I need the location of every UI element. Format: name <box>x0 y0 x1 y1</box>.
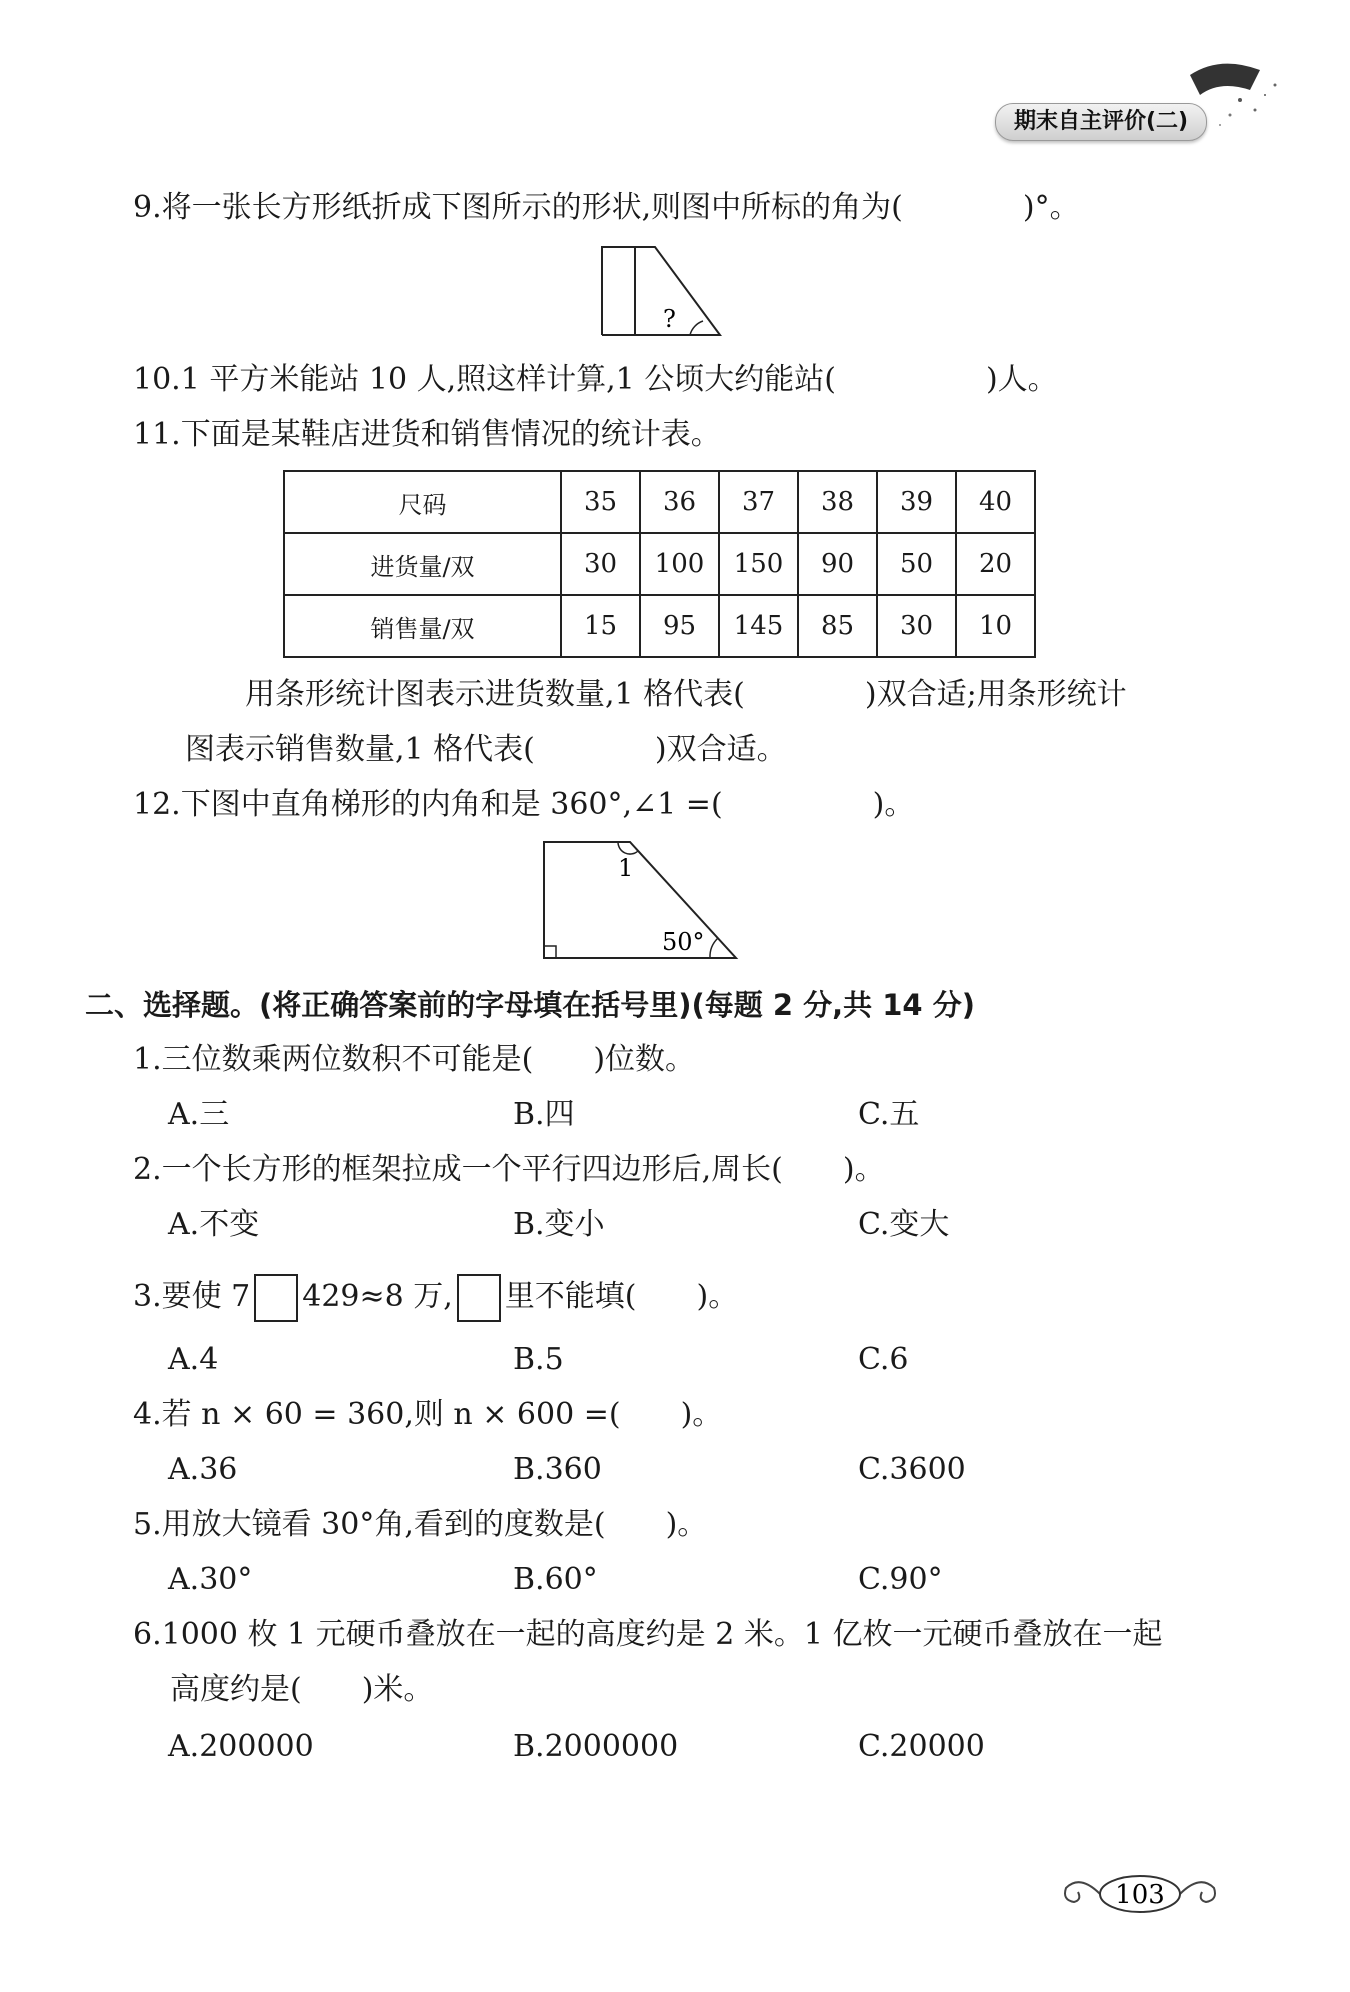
table-row <box>284 595 1035 657</box>
mc5-option-b: B.60° <box>513 1562 598 1597</box>
table-cell: 36 <box>640 471 719 533</box>
table-cell: 30 <box>877 595 956 657</box>
q9-figure <box>600 245 725 337</box>
page-number-ornament <box>1060 1870 1220 1918</box>
mc5-option-c: C.90° <box>858 1562 943 1597</box>
table-cell: 10 <box>956 595 1035 657</box>
header-title: 期末自主评价(二) <box>995 103 1207 141</box>
mc4-option-b: B.360 <box>513 1452 602 1487</box>
mc2-option-b: B.变小 <box>513 1207 605 1242</box>
mc4-option-a: A.36 <box>168 1452 238 1487</box>
mc2-option-c: C.变大 <box>858 1207 950 1242</box>
q11-text-2: 用条形统计图表示进货数量,1 格代表( )双合适;用条形统计 <box>245 677 1127 712</box>
table-cell: 30 <box>561 533 640 595</box>
q11-text: 11.下面是某鞋店进货和销售情况的统计表。 <box>133 417 721 452</box>
mc3-option-a: A.4 <box>168 1342 219 1377</box>
stats-table <box>283 470 1036 658</box>
row-header: 销售量/双 <box>284 595 561 657</box>
table-cell: 20 <box>956 533 1035 595</box>
mc3-question-part-c: 里不能填( )。 <box>504 1279 739 1314</box>
q9-angle-label: ? <box>663 305 676 333</box>
page-number: 103 <box>1115 1880 1165 1910</box>
row-header: 尺码 <box>284 471 561 533</box>
table-cell: 95 <box>640 595 719 657</box>
table-cell: 40 <box>956 471 1035 533</box>
table-cell: 85 <box>798 595 877 657</box>
q9-text: 9.将一张长方形纸折成下图所示的形状,则图中所标的角为( )°。 <box>133 190 1080 225</box>
table-cell: 150 <box>719 533 798 595</box>
mc6-question: 6.1000 枚 1 元硬币叠放在一起的高度约是 2 米。1 亿枚一元硬币叠放在一起 <box>133 1617 1163 1652</box>
mc2-question: 2.一个长方形的框架拉成一个平行四边形后,周长( )。 <box>133 1152 885 1187</box>
mc3-question <box>133 1274 738 1322</box>
table-cell: 37 <box>719 471 798 533</box>
mc6-option-c: C.20000 <box>858 1729 985 1764</box>
mc1-option-c: C.五 <box>858 1097 920 1132</box>
mc3-question-part-b: 429≈8 万, <box>302 1279 453 1314</box>
table-cell: 15 <box>561 595 640 657</box>
table-cell: 35 <box>561 471 640 533</box>
table-cell: 38 <box>798 471 877 533</box>
mc3-question-part-a: 3.要使 7 <box>133 1279 251 1314</box>
table-cell: 50 <box>877 533 956 595</box>
mc3-option-c: C.6 <box>858 1342 909 1377</box>
table-row <box>284 471 1035 533</box>
table-row <box>284 533 1035 595</box>
q12-angle2-label: 50° <box>662 928 705 956</box>
q10-text: 10.1 平方米能站 10 人,照这样计算,1 公顷大约能站( )人。 <box>133 362 1058 397</box>
q12-trapezoid-figure <box>540 838 740 963</box>
q11-text-3: 图表示销售数量,1 格代表( )双合适。 <box>185 732 787 767</box>
mc1-option-a: A.三 <box>168 1097 230 1132</box>
mc1-question: 1.三位数乘两位数积不可能是( )位数。 <box>133 1042 696 1077</box>
q12-angle1-label: 1 <box>618 854 634 882</box>
mc6-question-2: 高度约是( )米。 <box>170 1672 434 1707</box>
table-cell: 90 <box>798 533 877 595</box>
table-cell: 145 <box>719 595 798 657</box>
table-cell: 39 <box>877 471 956 533</box>
row-header: 进货量/双 <box>284 533 561 595</box>
mc5-question: 5.用放大镜看 30°角,看到的度数是( )。 <box>133 1507 708 1542</box>
blank-box <box>457 1274 501 1322</box>
mc4-option-c: C.3600 <box>858 1452 966 1487</box>
q12-text: 12.下图中直角梯形的内角和是 360°,∠1 =( )。 <box>133 787 915 822</box>
mc3-option-b: B.5 <box>513 1342 564 1377</box>
mc6-option-b: B.2000000 <box>513 1729 679 1764</box>
mc2-option-a: A.不变 <box>168 1207 260 1242</box>
blank-box <box>254 1274 298 1322</box>
table-cell: 100 <box>640 533 719 595</box>
mc4-question: 4.若 n × 60 = 360,则 n × 600 =( )。 <box>133 1397 723 1432</box>
mc5-option-a: A.30° <box>168 1562 253 1597</box>
section2-title: 二、选择题。(将正确答案前的字母填在括号里)(每题 2 分,共 14 分) <box>85 988 975 1022</box>
mc6-option-a: A.200000 <box>168 1729 314 1764</box>
mc1-option-b: B.四 <box>513 1097 575 1132</box>
